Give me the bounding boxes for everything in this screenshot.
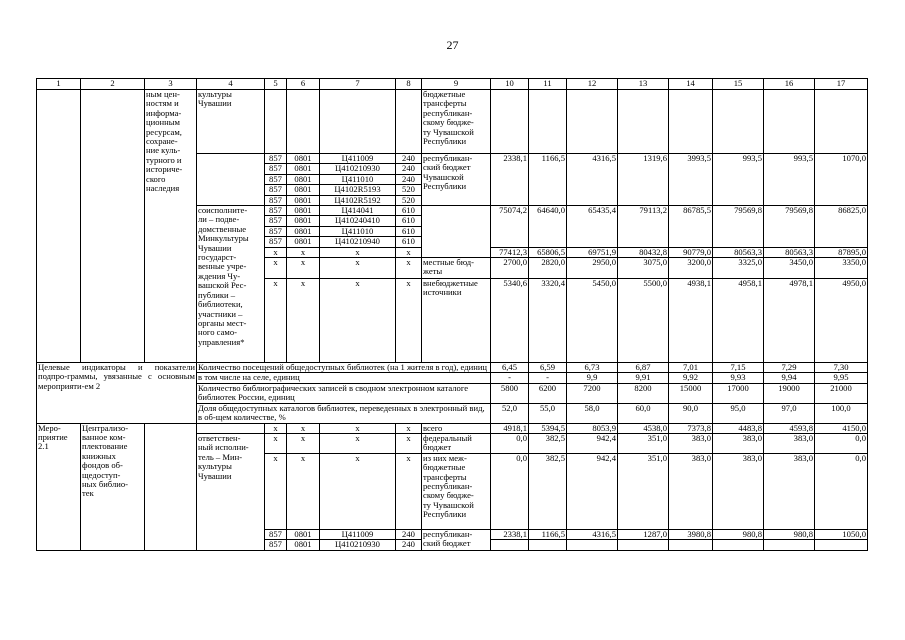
cell: x [265,279,287,363]
cell: 857 [265,540,287,550]
cell: 0801 [287,226,320,236]
cell [529,540,567,550]
value-cell: 100,0 [815,403,868,423]
budget-table [36,78,868,551]
cell [287,90,320,154]
value-cell: 3450,0 [764,258,815,279]
cell: 240 [396,529,422,539]
value-cell: 58,0 [567,403,618,423]
value-cell: 383,0 [713,453,764,529]
indicator-text: Количество посещений общедоступных библиотек (на 1 жителя в год), единиц [197,363,491,373]
value-cell: 6,45 [491,363,529,373]
cell: 520 [396,185,422,195]
value-cell: 9,91 [618,373,669,383]
value-cell: 6,59 [529,363,567,373]
value-cell: 0,0 [491,433,529,453]
value-cell: 942,4 [567,433,618,453]
cell [529,90,567,154]
value-cell: 80563,3 [764,247,815,257]
cell: Ц410240410 [320,216,396,226]
header-cell: 8 [396,79,422,90]
header-cell: 4 [197,79,265,90]
value-cell: 1166,5 [529,154,567,206]
cell [764,540,815,550]
cell: 240 [396,164,422,174]
cell: x [265,258,287,279]
value-cell: 0,0 [815,433,868,453]
value-cell: 4483,8 [713,423,764,433]
cell: 857 [265,206,287,216]
cell: x [287,453,320,529]
header-cell: 3 [145,79,197,90]
value-cell: 6,73 [567,363,618,373]
value-cell: 65435,4 [567,206,618,248]
value-cell: 5394,5 [529,423,567,433]
cell [145,423,197,550]
value-cell: 6,87 [618,363,669,373]
value-cell: 7,01 [669,363,713,373]
header-cell: 2 [81,79,145,90]
cell [815,90,868,154]
value-cell: 2950,0 [567,258,618,279]
cell: 240 [396,154,422,164]
value-cell: 942,4 [567,453,618,529]
cell: Ц411009 [320,529,396,539]
header-row [37,79,868,90]
cell: 610 [396,216,422,226]
value-cell: - [491,373,529,383]
value-cell: 383,0 [669,433,713,453]
cell: x [320,423,396,433]
value-cell: 3993,5 [669,154,713,206]
cell: x [287,423,320,433]
value-cell: 60,0 [618,403,669,423]
cell: x [265,453,287,529]
value-cell: 382,5 [529,433,567,453]
cell: 0801 [287,154,320,164]
value-cell: 17000 [713,383,764,403]
executor-cell: культуры Чувашии [197,90,265,154]
cell: x [287,258,320,279]
executor-cell: соисполните- ли – подве- домственные Минкультуры Чувашии государст- венные учре- ждения Чу- вашской Рес- публики – библиотеки, участники – органы мест- ного само- управления* [197,206,265,363]
value-cell: 90779,0 [669,247,713,257]
cell: x [396,258,422,279]
funding-source-cell: республикан- ский бюджет [422,529,491,550]
value-cell: 9,92 [669,373,713,383]
value-cell: 79569,8 [764,206,815,248]
cell [197,154,265,206]
header-cell: 14 [669,79,713,90]
value-cell: 383,0 [713,433,764,453]
cell: x [320,453,396,529]
cell: x [265,433,287,453]
value-cell: 86785,5 [669,206,713,248]
cell: x [265,247,287,257]
header-cell: 15 [713,79,764,90]
value-cell: 52,0 [491,403,529,423]
cell [567,540,618,550]
value-cell: 8200 [618,383,669,403]
value-cell: 382,5 [529,453,567,529]
cell [491,540,529,550]
cell [618,540,669,550]
value-cell: 1287,0 [618,529,669,539]
cell: 857 [265,226,287,236]
value-cell: 993,5 [764,154,815,206]
value-cell: 351,0 [618,433,669,453]
value-cell: 5450,0 [567,279,618,363]
value-cell: 3075,0 [618,258,669,279]
cell: Ц411010 [320,174,396,184]
value-cell: 4538,0 [618,423,669,433]
cell: x [396,279,422,363]
value-cell: 80432,8 [618,247,669,257]
cell: 520 [396,195,422,205]
cell: Ц410210940 [320,237,396,247]
value-cell: 0,0 [815,453,868,529]
value-cell: 7200 [567,383,618,403]
header-cell: 17 [815,79,868,90]
header-cell: 9 [422,79,491,90]
value-cell: 4958,1 [713,279,764,363]
measure-title: Централизо- ванное ком- плектование книжных фондов об- щедоступ- ных библио- тек [81,423,145,550]
value-cell: 383,0 [669,453,713,529]
value-cell: 5340,6 [491,279,529,363]
cell: 0801 [287,174,320,184]
funding-source-cell: местные бюд- жеты [422,258,491,279]
cell: x [287,279,320,363]
value-cell: 980,8 [764,529,815,539]
value-cell: 4978,1 [764,279,815,363]
cell: 857 [265,529,287,539]
cell: 0801 [287,237,320,247]
value-cell: 6200 [529,383,567,403]
cell: x [396,453,422,529]
value-cell: 79113,2 [618,206,669,248]
cell [197,423,265,433]
cell: x [265,423,287,433]
value-cell: 55,0 [529,403,567,423]
cell [713,540,764,550]
value-cell: 4938,1 [669,279,713,363]
cell [491,90,529,154]
value-cell: 9,94 [764,373,815,383]
value-cell: 80563,3 [713,247,764,257]
cell: x [320,279,396,363]
cell: Ц411010 [320,226,396,236]
header-cell: 7 [320,79,396,90]
value-cell: 7,30 [815,363,868,373]
indicator-text: в том числе на селе, единиц [197,373,491,383]
value-cell: 2700,0 [491,258,529,279]
cell: 0801 [287,206,320,216]
value-cell: 4918,1 [491,423,529,433]
value-cell: 4316,5 [567,154,618,206]
value-cell: 75074,2 [491,206,529,248]
cell [764,90,815,154]
value-cell: 97,0 [764,403,815,423]
value-cell: 3350,0 [815,258,868,279]
cell: x [396,247,422,257]
header-cell: 5 [265,79,287,90]
value-cell: 95,0 [713,403,764,423]
indicator-row [37,363,868,373]
indicators-label: Целевые индикаторы и показатели подпро-граммы, увязанные с основным мероприяти-ем 2 [37,363,197,423]
value-cell: 4593,8 [764,423,815,433]
value-cell: 2820,0 [529,258,567,279]
value-cell: 383,0 [764,433,815,453]
cell: 0801 [287,529,320,539]
cell: 240 [396,174,422,184]
cell: x [320,433,396,453]
cell [567,90,618,154]
cell [669,90,713,154]
cell: 857 [265,164,287,174]
header-cell: 12 [567,79,618,90]
value-cell: 69751,9 [567,247,618,257]
funding-source-cell: внебюджетные источники [422,279,491,363]
cell: 240 [396,540,422,550]
value-cell: 4316,5 [567,529,618,539]
value-cell: 5500,0 [618,279,669,363]
cell: x [396,433,422,453]
header-cell: 10 [491,79,529,90]
cell: 857 [265,237,287,247]
value-cell: - [529,373,567,383]
cell [669,540,713,550]
value-cell: 7373,8 [669,423,713,433]
cell: x [320,258,396,279]
cell: Ц410210930 [320,164,396,174]
funding-source-cell: всего [422,423,491,433]
funding-source-cell: бюджетные трансферты республикан- скому бюдже- ту Чувашской Республики [422,90,491,154]
cell [713,90,764,154]
header-cell: 16 [764,79,815,90]
cell: Ц4102R5193 [320,185,396,195]
cell: 0801 [287,195,320,205]
cell: 0801 [287,540,320,550]
value-cell: 65806,5 [529,247,567,257]
value-cell: 8053,9 [567,423,618,433]
value-cell: 21000 [815,383,868,403]
value-cell: 3320,4 [529,279,567,363]
cell: x [396,423,422,433]
cell: 610 [396,237,422,247]
executor-cell: ответствен- ный исполни- тель – Мин- культуры Чувашии [197,433,265,550]
value-cell: 4150,0 [815,423,868,433]
value-cell: 383,0 [764,453,815,529]
cell [37,90,81,363]
value-cell: 87895,0 [815,247,868,257]
funding-source-cell: из них меж- бюджетные трансферты республикан- скому бюдже- ту Чувашской Республики [422,453,491,529]
value-cell: 993,5 [713,154,764,206]
cell: 0801 [287,185,320,195]
value-cell: 3200,0 [669,258,713,279]
value-cell: 2338,1 [491,529,529,539]
table-row [37,90,868,154]
indicator-text: Количество библиографических записей в сводном электронном каталоге библиотек России, единиц [197,383,491,403]
value-cell: 15000 [669,383,713,403]
cell [81,90,145,363]
value-cell: 0,0 [491,453,529,529]
cell: Ц414041 [320,206,396,216]
value-cell: 9,95 [815,373,868,383]
cell [320,90,396,154]
value-cell: 7,29 [764,363,815,373]
value-cell: 9,93 [713,373,764,383]
header-cell: 13 [618,79,669,90]
value-cell: 1070,0 [815,154,868,206]
cell [396,90,422,154]
value-cell: 2338,1 [491,154,529,206]
cell: 857 [265,174,287,184]
value-cell: 19000 [764,383,815,403]
value-cell: 1166,5 [529,529,567,539]
cell: x [320,247,396,257]
measure-number: Меро- приятие 2.1 [37,423,81,550]
cell: Ц411009 [320,154,396,164]
value-cell: 351,0 [618,453,669,529]
value-cell: 1319,6 [618,154,669,206]
cell: 857 [265,185,287,195]
cell: 610 [396,206,422,216]
funding-source-cell: республикан- ский бюджет Чувашской Республики [422,154,491,206]
cell: 857 [265,195,287,205]
cell: 0801 [287,164,320,174]
value-cell: 77412,3 [491,247,529,257]
indicator-text: Доля общедоступных каталогов библиотек, переведенных в электронный вид, в об-щем количестве, % [197,403,491,423]
cell: x [287,247,320,257]
value-cell: 86825,0 [815,206,868,248]
cell [422,206,491,258]
cell: 857 [265,154,287,164]
cell: 610 [396,226,422,236]
value-cell: 5800 [491,383,529,403]
table-row [37,423,868,433]
funding-source-cell: федеральный бюджет [422,433,491,453]
value-cell: 90,0 [669,403,713,423]
value-cell: 1050,0 [815,529,868,539]
value-cell: 980,8 [713,529,764,539]
cell: Ц4102R5192 [320,195,396,205]
header-cell: 11 [529,79,567,90]
activity-description: ным цен- ностям и информа- ционным ресурсам, сохране- ние куль- турного и историче- ского наследия [145,90,197,363]
cell: x [287,433,320,453]
cell [618,90,669,154]
page-number: 27 [446,38,459,52]
cell [815,540,868,550]
header-cell: 1 [37,79,81,90]
cell: 857 [265,216,287,226]
value-cell: 64640,0 [529,206,567,248]
value-cell: 9,9 [567,373,618,383]
value-cell: 7,15 [713,363,764,373]
cell: 0801 [287,216,320,226]
value-cell: 3325,0 [713,258,764,279]
cell: Ц410210930 [320,540,396,550]
value-cell: 4950,0 [815,279,868,363]
cell [265,90,287,154]
header-cell: 6 [287,79,320,90]
value-cell: 79569,8 [713,206,764,248]
value-cell: 3980,8 [669,529,713,539]
